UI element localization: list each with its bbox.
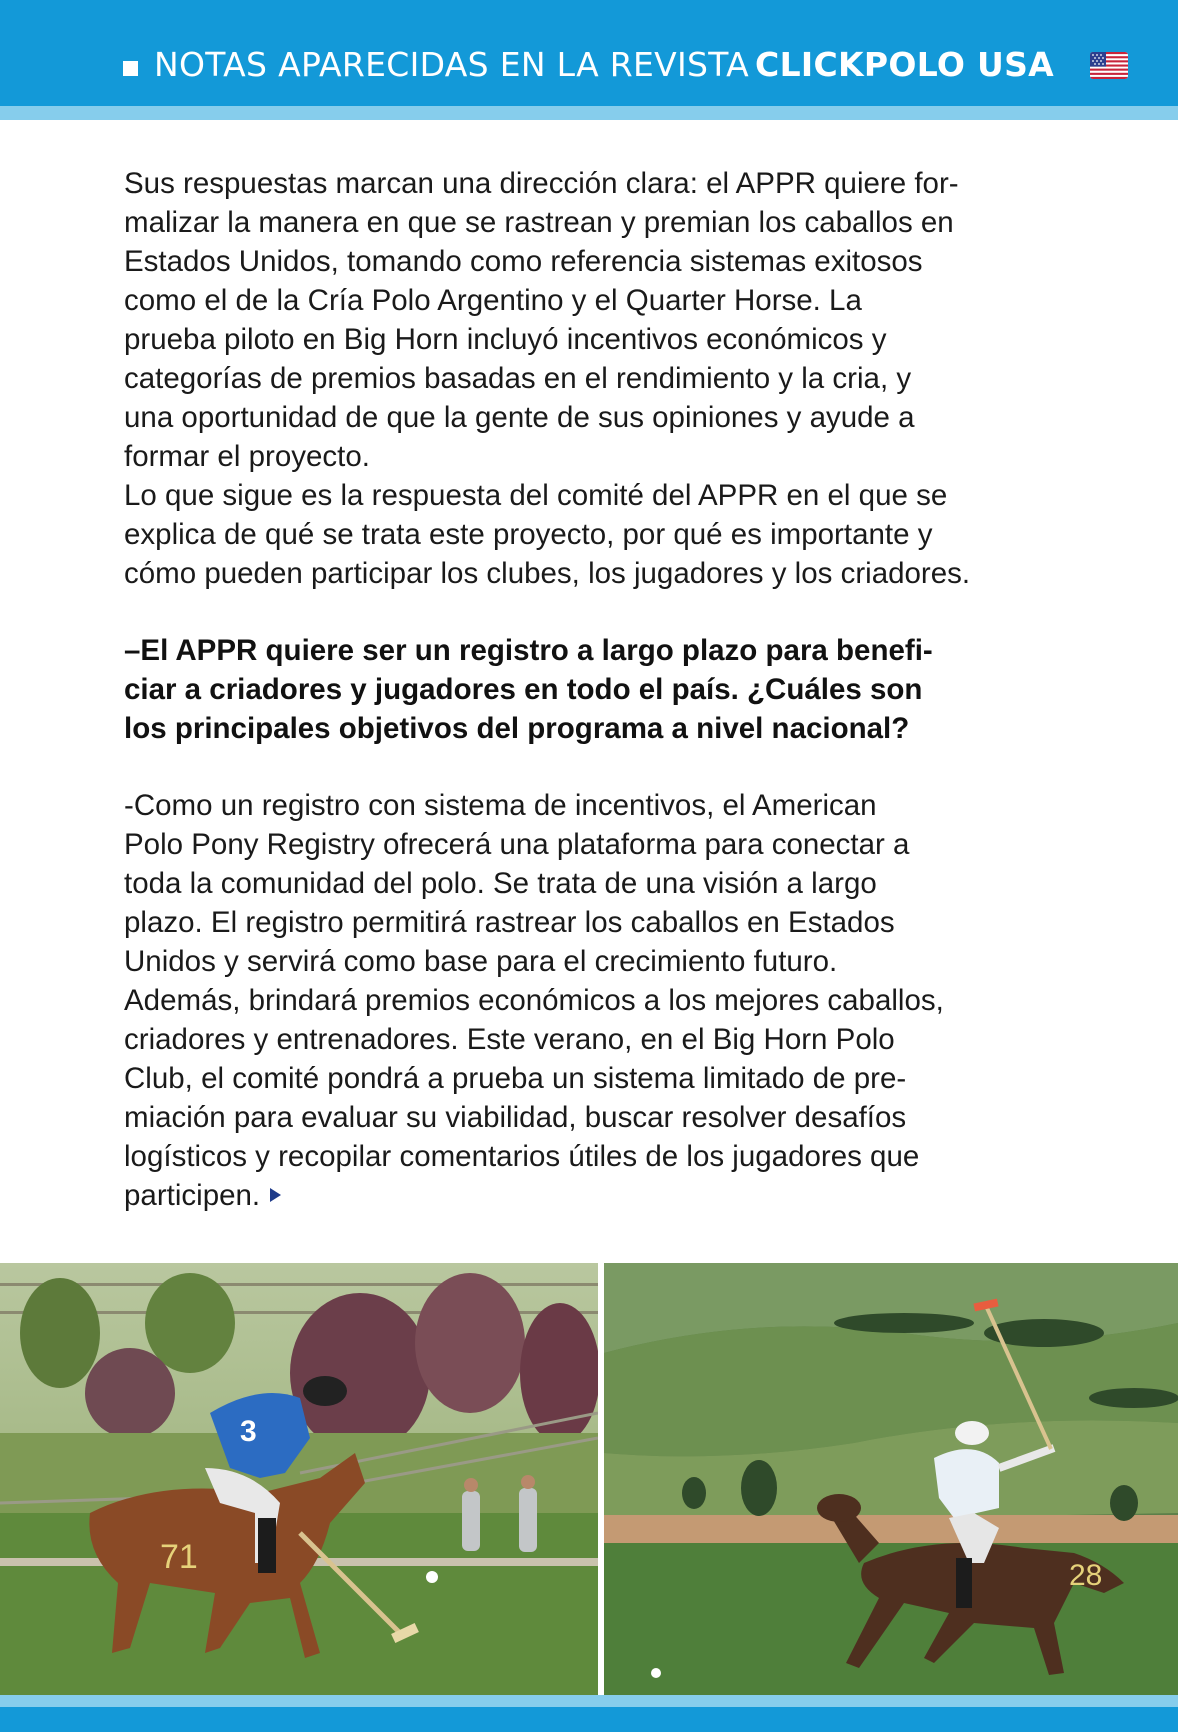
header-stripe xyxy=(0,106,1178,120)
polo-photo-right xyxy=(604,1263,1178,1695)
text-line: plazo. El registro permitirá rastrear los caballos en Estados xyxy=(124,906,895,939)
text-line: participen. xyxy=(124,1176,1074,1215)
intro-paragraph xyxy=(124,164,1074,593)
header-title-prefix: NOTAS APARECIDAS EN LA REVISTA xyxy=(154,45,750,84)
text-line: explica de qué se trata este proyecto, por qué es importante y xyxy=(124,518,933,551)
text-line: miación para evaluar su viabilidad, buscar resolver desafíos xyxy=(124,1101,907,1134)
text-line: como el de la Cría Polo Argentino y el Quarter Horse. La xyxy=(124,284,862,317)
header-title xyxy=(154,40,1054,90)
header-title-brand: CLICKPOLO USA xyxy=(755,45,1054,84)
text-line: una oportunidad de que la gente de sus opiniones y ayude a xyxy=(124,401,915,434)
text-line: categorías de premios basadas en el rendimiento y la cria, y xyxy=(124,362,912,395)
us-flag-icon xyxy=(1090,52,1128,79)
text-line: Sus respuestas marcan una dirección clara: el APPR quiere for- xyxy=(124,167,959,200)
text-line: ciar a criadores y jugadores en todo el país. ¿Cuáles son xyxy=(124,673,923,706)
horse-number-right: 28 xyxy=(1069,1559,1103,1592)
text-line: prueba piloto en Big Horn incluyó incentivos económicos y xyxy=(124,323,887,356)
text-line: cómo pueden participar los clubes, los jugadores y los criadores. xyxy=(124,557,971,590)
footer-stripe xyxy=(0,1695,1178,1707)
text-line: Club, el comité pondrá a prueba un sistema limitado de pre- xyxy=(124,1062,907,1095)
text-line: malizar la manera en que se rastrean y premian los caballos en xyxy=(124,206,954,239)
polo-photo-left xyxy=(0,1263,598,1695)
interview-question xyxy=(124,631,1074,748)
text-line: Además, brindará premios económicos a los mejores caballos, xyxy=(124,984,944,1017)
continue-arrow-icon xyxy=(270,1188,281,1202)
player-number-label: 3 xyxy=(240,1415,257,1448)
header-bullet-icon xyxy=(123,61,138,76)
text-line: logísticos y recopilar comentarios útiles de los jugadores que xyxy=(124,1140,920,1173)
text-line: los principales objetivos del programa a nivel nacional? xyxy=(124,712,910,745)
horse-number-left: 71 xyxy=(160,1538,198,1576)
text-line: Polo Pony Registry ofrecerá una plataforma para conectar a xyxy=(124,828,910,861)
text-line: criadores y entrenadores. Este verano, en el Big Horn Polo xyxy=(124,1023,895,1056)
text-line: toda la comunidad del polo. Se trata de una visión a largo xyxy=(124,867,877,900)
text-line: Unidos y servirá como base para el crecimiento futuro. xyxy=(124,945,838,978)
interview-answer xyxy=(124,786,1074,1215)
text-line: formar el proyecto. xyxy=(124,440,370,473)
text-line: Estados Unidos, tomando como referencia sistemas exitosos xyxy=(124,245,923,278)
text-line: –El APPR quiere ser un registro a largo plazo para benefi- xyxy=(124,634,933,667)
text-line: -Como un registro con sistema de incentivos, el American xyxy=(124,789,877,822)
text-line: Lo que sigue es la respuesta del comité del APPR en el que se xyxy=(124,479,948,512)
